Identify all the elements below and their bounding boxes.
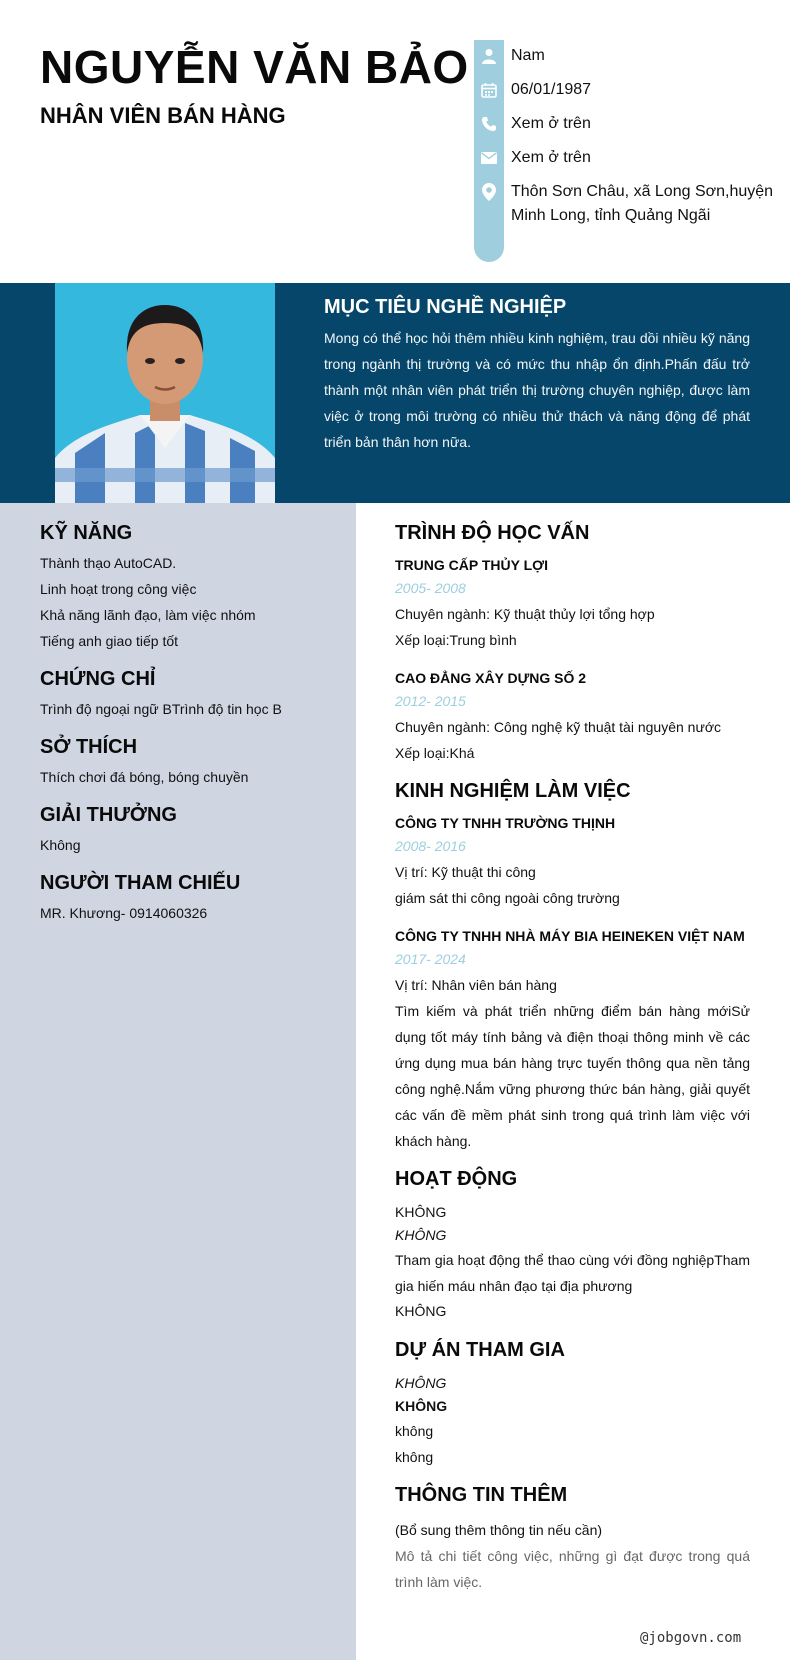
company-name: CÔNG TY TNHH TRƯỜNG THỊNH bbox=[395, 815, 616, 831]
skills-title: KỸ NĂNG bbox=[40, 522, 133, 544]
company-name: CÔNG TY TNHH NHÀ MÁY BIA HEINEKEN VIỆT NAM bbox=[395, 928, 745, 944]
birthday-text: 06/01/1987 bbox=[511, 81, 592, 98]
job-title: NHÂN VIÊN BÁN HÀNG bbox=[40, 103, 286, 128]
gender-text: Nam bbox=[511, 47, 545, 64]
phone-text: Xem ở trên bbox=[511, 115, 591, 132]
certificates-text: Trình độ ngoại ngữ BTrình độ tin học B bbox=[40, 701, 282, 717]
objective-title: MỤC TIÊU NGHỀ NGHIỆP bbox=[324, 296, 567, 318]
hobbies-text: Thích chơi đá bóng, bóng chuyền bbox=[40, 769, 249, 785]
education-major: Chuyên ngành: Kỹ thuật thủy lợi tổng hợp bbox=[395, 606, 655, 622]
education-grade: Xếp loại:Trung bình bbox=[395, 632, 517, 648]
skill-item: Thành thạo AutoCAD. bbox=[40, 555, 177, 571]
project-line: KHÔNG bbox=[395, 1375, 447, 1391]
awards-text: Không bbox=[40, 837, 81, 853]
additional-description: Mô tả chi tiết công việc, những gì đạt được trong quá trình làm việc. bbox=[395, 1548, 750, 1590]
additional-note: (Bổ sung thêm thông tin nếu cần) bbox=[395, 1522, 603, 1538]
address-text: Thôn Sơn Châu, xã Long Sơn,huyện Minh Long, tỉnh Quảng Ngãi bbox=[511, 183, 774, 224]
experience-position: Vị trí: Kỹ thuật thi công bbox=[395, 864, 536, 880]
calendar-icon bbox=[474, 80, 504, 100]
candidate-name: NGUYỄN VĂN BẢO bbox=[40, 41, 469, 93]
school-name: CAO ĐẲNG XÂY DỰNG SỐ 2 bbox=[395, 670, 587, 686]
education-major: Chuyên ngành: Công nghệ kỹ thuật tài nguyên nước bbox=[395, 719, 721, 735]
experience-position: Vị trí: Nhân viên bán hàng bbox=[395, 977, 557, 993]
references-text: MR. Khương- 0914060326 bbox=[40, 905, 208, 921]
mail-icon bbox=[474, 148, 504, 168]
experience-period: 2008- 2016 bbox=[395, 838, 466, 854]
project-line: không bbox=[395, 1449, 434, 1465]
objective-text: Mong có thể học hỏi thêm nhiều kinh nghiệm, trau dồi nhiều kỹ năng trong ngành thị trường và có mức thu nhập ổn định.Phấn đấu trở thành một nhân viên phát triển thị trường chuyên nghiệp, được làm việc ở trong môi trường có nhiều thử thách và năng động để phát triển bản thân hơn nữa. bbox=[324, 330, 750, 450]
education-period: 2005- 2008 bbox=[395, 580, 466, 596]
experience-period: 2017- 2024 bbox=[395, 951, 466, 967]
references-title: NGƯỜI THAM CHIẾU bbox=[40, 872, 241, 894]
hobbies-title: SỞ THÍCH bbox=[40, 736, 138, 758]
skill-item: Linh hoạt trong công việc bbox=[40, 581, 197, 597]
awards-title: GIẢI THƯỞNG bbox=[40, 804, 177, 826]
experience-description: Tìm kiếm và phát triển những điểm bán hàng mớiSử dụng tốt máy tính bảng và điện thoại thông minh về các ứng dụng mua bán hàng trực tuyến thông qua nền tảng công nghệ.Nắm vững phương thức bán hàng, giải quyết các vấn đề mềm phát sinh trong quá trình làm việc với khách hàng. bbox=[395, 1003, 750, 1149]
activity-description: Tham gia hoạt động thể thao cùng với đồng nghiệpTham gia hiến máu nhân đạo tại địa phương bbox=[395, 1252, 750, 1294]
activity-line: KHÔNG bbox=[395, 1303, 447, 1319]
project-line: KHÔNG bbox=[395, 1398, 448, 1414]
projects-title: DỰ ÁN THAM GIA bbox=[395, 1339, 565, 1361]
location-pin-icon bbox=[474, 182, 504, 202]
project-line: không bbox=[395, 1423, 434, 1439]
skill-item: Khả năng lãnh đạo, làm việc nhóm bbox=[40, 607, 256, 623]
certificates-title: CHỨNG CHỈ bbox=[40, 668, 156, 690]
skill-item: Tiếng anh giao tiếp tốt bbox=[40, 633, 179, 649]
school-name: TRUNG CẤP THỦY LỢI bbox=[395, 557, 548, 573]
activities-title: HOẠT ĐỘNG bbox=[395, 1168, 518, 1190]
email-text: Xem ở trên bbox=[511, 149, 591, 166]
watermark: @jobgovn.com bbox=[640, 1630, 742, 1646]
activity-line: KHÔNG bbox=[395, 1227, 447, 1243]
education-title: TRÌNH ĐỘ HỌC VẤN bbox=[395, 522, 590, 544]
experience-title: KINH NGHIỆM LÀM VIỆC bbox=[395, 780, 631, 802]
activity-line: KHÔNG bbox=[395, 1204, 447, 1220]
profile-photo bbox=[55, 283, 275, 503]
education-period: 2012- 2015 bbox=[395, 693, 466, 709]
phone-icon bbox=[474, 114, 504, 134]
experience-description: giám sát thi công ngoài công trường bbox=[395, 890, 620, 906]
education-grade: Xếp loại:Khá bbox=[395, 745, 475, 761]
additional-title: THÔNG TIN THÊM bbox=[395, 1484, 568, 1506]
person-icon bbox=[474, 46, 504, 66]
